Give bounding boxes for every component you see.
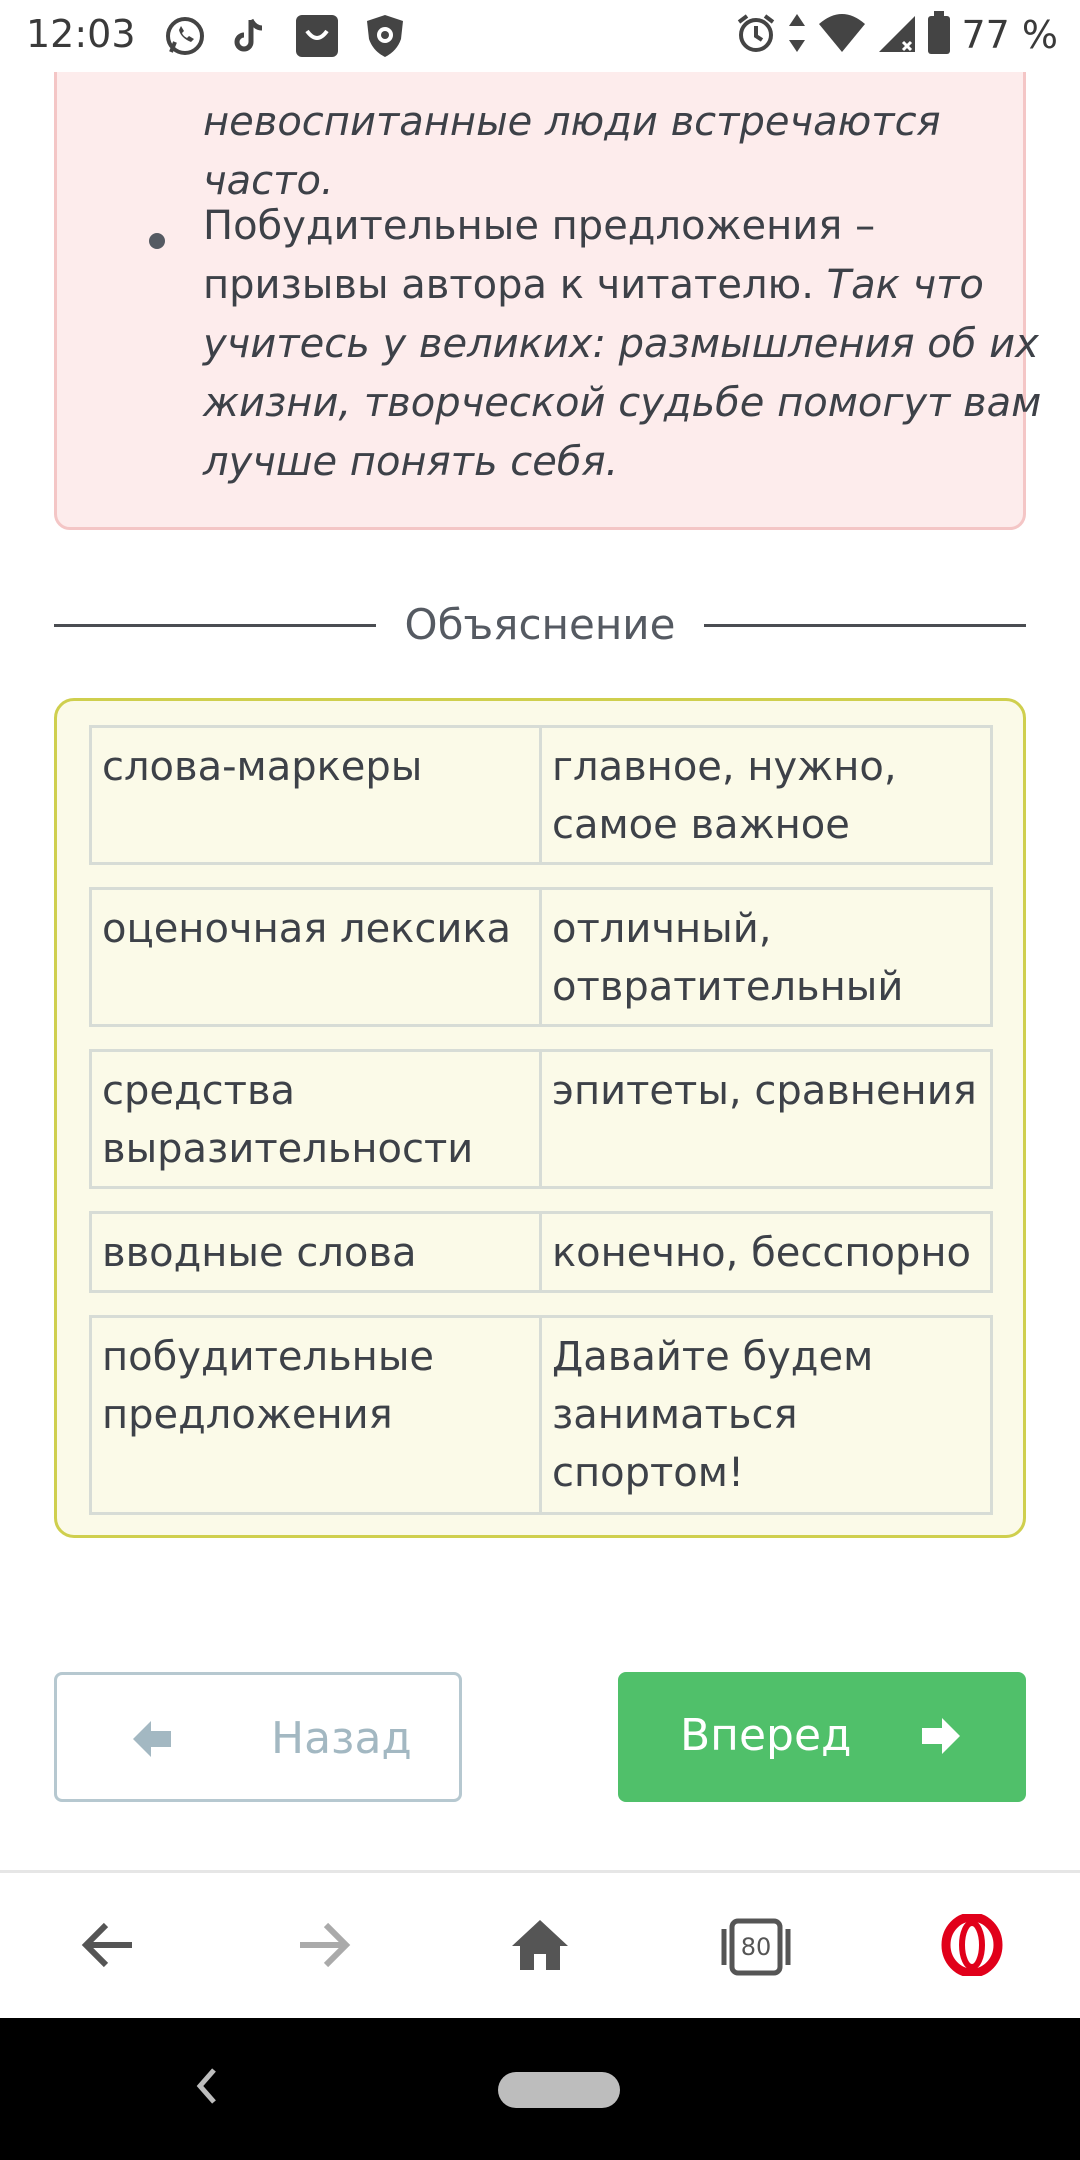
browser-toolbar — [0, 1870, 1080, 2018]
table-cell-term: средства выразительности — [92, 1052, 542, 1186]
whatsapp-icon — [160, 14, 210, 58]
bullet-text-previous: невоспитанные люди встречаются часто. — [203, 99, 941, 204]
status-bar — [0, 0, 1080, 72]
table-cell-example: главное, нужно, самое важное — [552, 744, 897, 848]
opera-menu-button[interactable] — [932, 1907, 1012, 1987]
browser-home-button[interactable] — [500, 1907, 580, 1987]
wifi-icon — [817, 12, 867, 58]
table-cell-term: вводные слова — [92, 1214, 542, 1290]
forward-button-label: Вперед — [680, 1710, 852, 1761]
shopping-bag-icon — [292, 14, 342, 58]
table-row — [89, 1315, 993, 1515]
forward-button[interactable] — [618, 1672, 1026, 1802]
browser-back-button[interactable] — [68, 1907, 148, 1987]
table-cell-term: побудительные предложения — [92, 1318, 542, 1512]
table-cell-example: отличный, отвратительный — [552, 906, 904, 1010]
tabs-icon — [720, 1917, 792, 1977]
arrow-left-icon — [129, 1717, 175, 1772]
system-home-pill[interactable] — [498, 2072, 620, 2108]
status-time: 12:03 — [26, 12, 136, 56]
opera-logo-icon — [941, 1914, 1003, 1980]
home-icon — [510, 1918, 570, 1976]
battery-icon — [927, 11, 951, 59]
tab-count: 80 — [740, 1933, 772, 1961]
back-button-label: Назад — [271, 1713, 412, 1764]
bullet-dot — [149, 233, 165, 249]
divider-label: Объяснение — [404, 600, 676, 649]
signal-icon — [877, 12, 917, 58]
shield-icon — [360, 14, 410, 58]
system-nav-bar — [0, 2018, 1080, 2160]
table-cell-example: Давайте будем заниматься спортом! — [552, 1334, 874, 1496]
tiktok-icon — [230, 14, 270, 58]
alarm-icon — [735, 12, 777, 58]
table-row — [89, 1211, 993, 1293]
table-row — [89, 1049, 993, 1189]
table-row — [89, 887, 993, 1027]
table-cell-term: слова-маркеры — [92, 728, 542, 862]
table-cell-term: оценочная лексика — [92, 890, 542, 1024]
browser-tabs-button[interactable] — [716, 1907, 796, 1987]
explanation-divider — [54, 600, 1026, 660]
explanation-box — [54, 698, 1026, 1538]
table-cell-example: конечно, бесспорно — [552, 1230, 971, 1276]
back-button[interactable] — [54, 1672, 462, 1802]
example-box — [54, 0, 1042, 530]
forward-arrow-icon — [296, 1921, 352, 1973]
bullet-italic-text: Так что учитесь у великих: размышления об их жизни, творческой судьбе помогут вам лучше понять себя. — [203, 262, 1042, 485]
browser-forward-button[interactable] — [284, 1907, 364, 1987]
system-back-icon[interactable] — [192, 2064, 220, 2112]
back-arrow-icon — [80, 1921, 136, 1973]
data-arrows-icon — [787, 12, 807, 58]
divider-line-right — [704, 624, 1026, 627]
battery-percent: 77 % — [961, 13, 1058, 57]
bullet-text-imperative — [203, 197, 1063, 492]
table-row — [89, 725, 993, 865]
bullet-normal-text: Побудительные предложения – призывы автора к читателю. — [203, 203, 876, 308]
table-cell-example: эпитеты, сравнения — [552, 1068, 977, 1114]
arrow-right-icon — [918, 1714, 964, 1769]
